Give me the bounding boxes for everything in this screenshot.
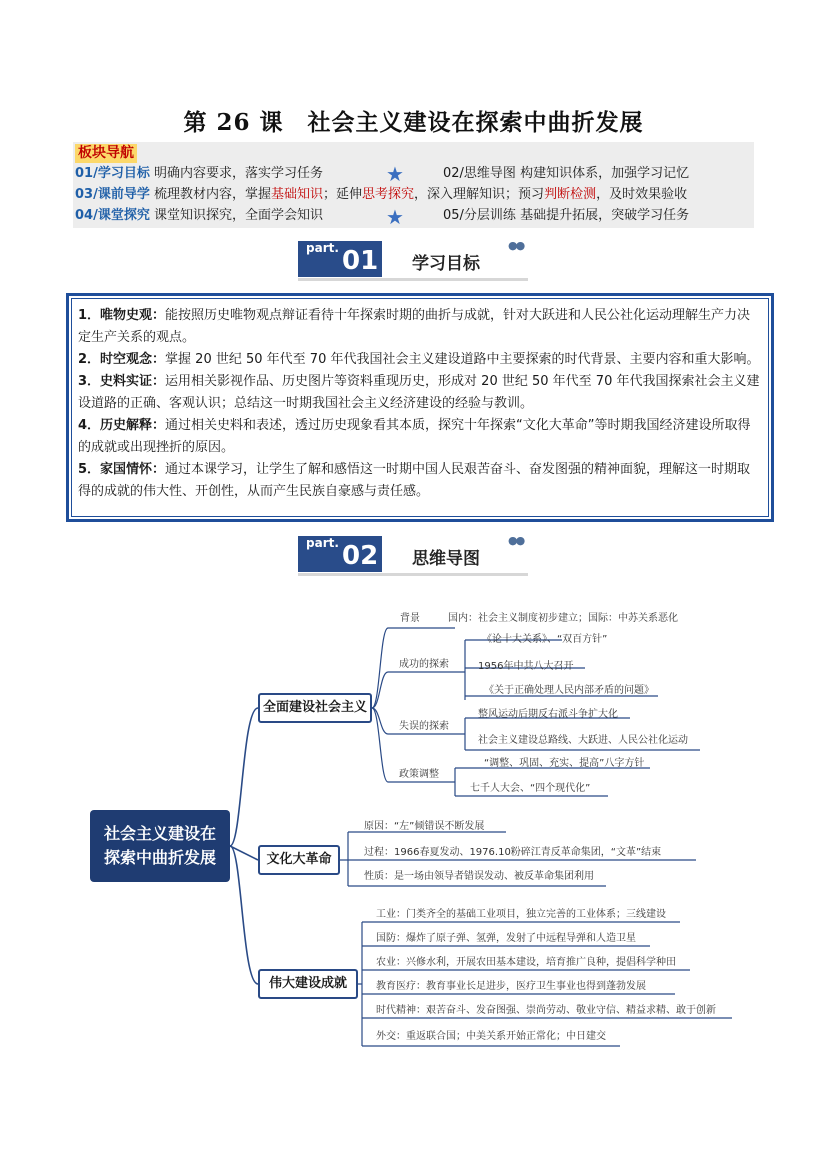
mm-node-cr-item: 原因：“左”倾错误不断发展 [364,821,485,832]
mm-node-success-item: 《论十大关系》、“双百方针” [482,634,608,645]
nav-link-goals[interactable]: 01/学习目标 [75,166,150,181]
goal-text: 能按照历史唯物观点辩证看待十年探索时期的曲折与成就，针对大跃进和人民公社化运动理解生产力决定生产关系的观点。 [78,308,751,345]
mm-node-achievement-item: 工业：门类齐全的基础工业项目，独立完善的工业体系；三线建设 [376,909,666,920]
nav-desc-goals: 明确内容要求，落实学习任务 [153,166,323,181]
mm-node-background-label: 背景 [400,613,420,624]
mm-node-cr-item: 性质：是一场由领导者错误发动、被反革命集团利用 [364,871,594,882]
mm-node-mistake-item: 社会主义建设总路线、大跃进、人民公社化运动 [478,735,688,746]
nav-highlight-basics: 基础知识 [271,187,324,202]
mm-node-achievement-item: 农业：兴修水利，开展农田基本建设，培育推广良种，提倡科学种田 [376,957,676,968]
root-line-1: 社会主义建设在 [103,824,216,843]
nav-desc-practice: 基础提升拓展，突破学习任务 [520,208,690,223]
nav-link-preview[interactable]: 03/课前导学 [75,187,150,202]
part-word: part. [306,241,339,255]
mm-node-background: 国内：社会主义制度初步建立；国际：中苏关系恶化 [448,613,678,624]
goal-text: 运用相关影视作品、历史图片等资料重现历史，形成对 20 世纪 50 年代至 70 年代我国探索社会主义建设道路的正确、客观认识；总结这一时期我国社会主义经济建设的经验与教训。 [78,374,760,411]
mm-node-achievement-item: 国防：爆炸了原子弹、氢弹，发射了中远程导弹和人造卫星 [376,933,636,944]
connector-b1-success [372,672,455,708]
connector-root-b3 [230,846,258,984]
nav-desc-preview-2: ；延伸 [323,187,363,202]
nav-desc-preview-4: ，及时效果验收 [596,187,688,202]
mm-node-mistake-label: 失误的探索 [399,721,449,732]
star-icon: ★ [386,162,404,186]
goal-label: 5．家国情怀： [78,462,166,477]
nav-link-inquiry[interactable]: 04/课堂探究 [75,208,150,223]
goal-label: 3．史料实证： [78,374,166,389]
goal-text: 掌握 20 世纪 50 年代至 70 年代我国社会主义建设道路中主要探索的时代背景、主要内容和重大影响。 [165,352,760,367]
nav-desc-inquiry: 课堂知识探究，全面学会知识 [153,208,323,223]
part-word: part. [306,536,339,550]
root-line-2: 探索中曲折发展 [103,848,216,867]
mm-node-adjust-label: 政策调整 [399,769,439,780]
star-icon: ★ [386,205,404,229]
nav-heading: 板块导航 [75,144,137,163]
decoration-dots-icon: ●● [508,534,524,547]
mindmap-root [90,810,230,882]
mm-node-achievement-item: 外交：重返联合国；中美关系开始正常化；中日建交 [376,1031,606,1042]
part-number: 02 [342,541,379,571]
goal-text: 通过本课学习，让学生了解和感悟这一时期中国人民艰苦奋斗、奋发图强的精神面貌，理解这一时期取得的成就的伟大性、开创性，从而产生民族自豪感与责任感。 [78,462,751,499]
nav-highlight-explore: 思考探究 [362,187,415,202]
mm-node-success-item: 《关于正确处理人民内部矛盾的问题》 [484,685,654,696]
part-title: 思维导图 [412,549,480,569]
mm-node-achievement-item: 教育医疗：教育事业长足进步，医疗卫生事业也得到蓬勃发展 [376,981,646,992]
decoration-dots-icon: ●● [508,239,524,252]
nav-desc-mindmap: 构建知识体系，加强学习记忆 [520,166,690,181]
nav-link-practice[interactable]: 05/分层训练 [443,208,516,223]
goal-label: 4．历史解释： [78,418,166,433]
goal-text: 通过相关史料和表述，透过历史现象看其本质，探究十年探索“文化大革命”等时期我国经济建设所取得的成就或出现挫折的原因。 [78,418,751,455]
mm-node-cr-item: 过程：1966春夏发动、1976.10粉碎江青反革命集团，“文革”结束 [364,847,662,858]
part-title: 学习目标 [412,254,480,274]
mm-node-adjust-item: 七千人大会、“四个现代化” [470,783,591,794]
goal-label: 2．时空观念： [78,352,166,367]
nav-desc-preview-3: ，深入理解知识；预习 [414,187,545,202]
nav-desc-preview-1: 梳理教材内容，掌握 [153,187,271,202]
goal-label: 1．唯物史观： [78,308,166,323]
mindmap-branch-socialism: 全面建设社会主义 [258,693,372,723]
mindmap-branch-achievements: 伟大建设成就 [258,969,358,999]
connector-root-b1 [230,708,258,846]
mm-node-mistake-item: 整风运动后期反右派斗争扩大化 [478,709,618,720]
nav-highlight-check: 判断检测 [544,187,597,202]
nav-link-mindmap[interactable]: 02/思维导图 [443,166,516,181]
mm-node-adjust-item: “调整、巩固、充实、提高”八字方针 [484,758,645,769]
mindmap-branch-cultural-revolution: 文化大革命 [258,845,340,875]
page-title: 第 26 课 社会主义建设在探索中曲折发展 [183,109,644,136]
mm-node-success-label: 成功的探索 [399,659,449,670]
part-number: 01 [342,246,379,276]
mm-node-success-item: 1956年中共八大召开 [478,661,574,672]
mm-node-achievement-item: 时代精神：艰苦奋斗、发奋图强、崇尚劳动、敬业守信、精益求精、敢于创新 [376,1005,716,1016]
